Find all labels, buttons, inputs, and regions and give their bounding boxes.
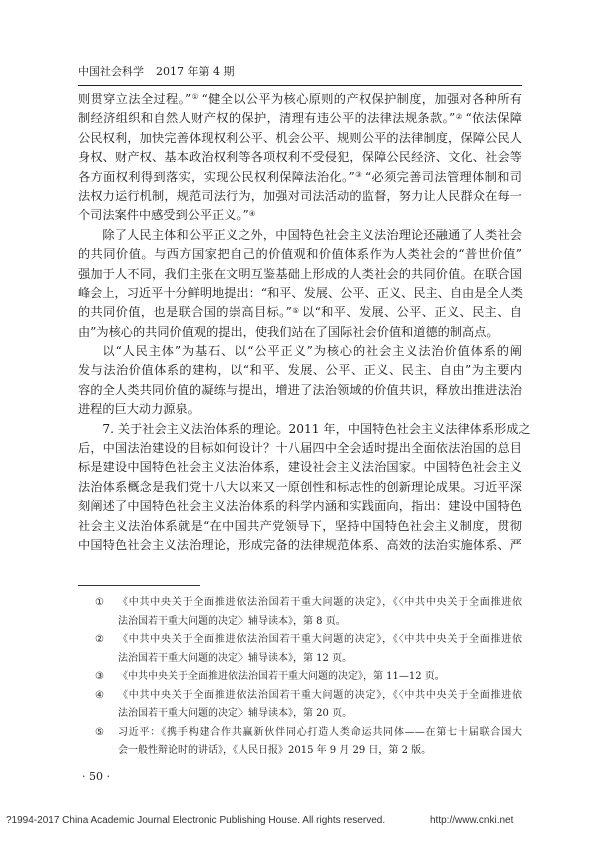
line-text: 各方面权利得到落实，实现公民权利保障法治化。” xyxy=(78,169,355,184)
footnote-mark: ③ xyxy=(95,671,104,682)
line-text: 以“和平、发展、公平、正义、民主、自 xyxy=(302,305,522,320)
body-line: 除了人民主体和公平正义之外，中国特色社会主义法治理论还融通了人类社会 xyxy=(102,227,522,242)
section-heading-line: 7. 关于社会主义法治体系的理论。2011 年，中国特色社会主义法律体系形成之 xyxy=(102,421,531,436)
header-rule xyxy=(78,85,522,86)
body-line: 法权力运行机制，规范司法行为，加强对司法活动的监督，努力让人民群众在每一 xyxy=(78,188,522,203)
line-text: 的共同价值，也是联合国的崇高目标。” xyxy=(78,305,292,320)
running-header xyxy=(78,65,234,79)
footnote xyxy=(78,631,522,668)
footnote-ref: ⑤ xyxy=(291,305,300,315)
footnote-line: 会一般性辩论时的讲话》，《人民日报》2015 年 9 月 29 日，第 2 版。 xyxy=(118,745,432,756)
line-text: “必须完善司法管理体制和司 xyxy=(364,169,522,184)
body-line xyxy=(78,303,522,322)
body-line: 强加于人不同，我们主张在文明互鉴基础上形成的人类社会的共同价值。在联合国 xyxy=(78,266,522,281)
footnote-line: 法治国若干重大问题的决定〉辅导读本》，第 12 页。 xyxy=(118,652,353,664)
footnote-line: 法治国若干重大问题的决定〉辅导读本》，第 20 页。 xyxy=(118,708,353,719)
footnote-line: 《中共中央关于全面推进依法治国若干重大问题的决定》，第 11—12 页。 xyxy=(118,671,445,682)
line-text: 则贯穿立法全过程。” xyxy=(78,92,192,106)
footnote-line: 法治国若干重大问题的决定〉辅导读本》，第 8 页。 xyxy=(118,615,346,627)
body-line xyxy=(78,109,522,128)
footnote-line: 《中共中央关于全面推进依法治国若干重大问题的决定》，《〈中共中央关于全面推进依 xyxy=(118,634,522,645)
paragraph xyxy=(78,226,522,342)
body-line: 中国特色社会主义法治理论，形成完备的法律规范体系、高效的法治实施体系、严 xyxy=(78,537,522,552)
body-line: 的共同价值。与西方国家把自己的价值观和价值体系作为人类社会的“普世价值” xyxy=(78,247,522,262)
body-line: 进程的巨大动力源泉。 xyxy=(78,402,200,417)
body-line: 社会主义法治体系就是“在中国共产党领导下，坚持中国特色社会主义制度，贯彻 xyxy=(78,518,522,533)
paragraph xyxy=(78,90,522,226)
footnote-ref: ① xyxy=(191,92,199,102)
footnote-line: 《中共中央关于全面推进依法治国若干重大问题的决定》，《〈中共中央关于全面推进依 xyxy=(118,689,522,701)
footnote-line: 习近平：《携手构建合作共赢新伙伴同心打造人类命运共同体——在第七十届联合国大 xyxy=(118,726,522,738)
issue-label: 2017 年第 4 期 xyxy=(156,65,235,78)
body-line: 发与法治价值体系的建构，以“和平、发展、公平、正义、民主、自由”为主要内 xyxy=(78,363,522,378)
footnote xyxy=(78,687,522,724)
body-line: 峰会上，习近平十分鲜明地提出：“和平、发展、公平、正义、民主、自由是全人类 xyxy=(78,285,523,300)
line-text: 个司法案件中感受到公平正义。” xyxy=(78,208,249,223)
line-text: “依法保障 xyxy=(465,111,522,126)
paragraph xyxy=(78,420,531,556)
body-line: 后，中国法治建设的目标如何设计？十八届四中全会适时提出全面依法治国的总目 xyxy=(78,441,522,456)
copyright-notice xyxy=(6,815,514,827)
body-line: 标是建设中国特色社会主义法治体系，建设社会主义法治国家。中国特色社会主义 xyxy=(78,460,522,475)
footnote-mark: ④ xyxy=(95,689,104,701)
body-text xyxy=(78,90,531,555)
paragraph xyxy=(78,342,522,420)
body-line: 公民权利，加快完善体现权利公平、机会公平、规则公平的法律制度，保障公民人 xyxy=(78,130,522,145)
footnote-line: 《中共中央关于全面推进依法治国若干重大问题的决定》，《〈中共中央关于全面推进依 xyxy=(118,597,522,608)
body-line: 身权、财产权、基本政治权利等各项权利不受侵犯，保障公民经济、文化、社会等 xyxy=(78,150,522,165)
footnote xyxy=(78,668,522,687)
footnote-ref: ③ xyxy=(354,169,363,179)
copyright-text: ?1994-2017 China Academic Journal Electronic Publishing House. All rights reserved. xyxy=(6,815,386,826)
body-line: 由”为核心的共同价值观的提出，使我们站在了国际社会价值和道德的制高点。 xyxy=(78,324,499,339)
line-text: “健全以公平为核心原则的产权保护制度，加强对各种所有 xyxy=(201,92,522,106)
footnote-ref: ④ xyxy=(248,208,256,218)
body-line: 以“人民主体”为基石、以“公平正义”为核心的社会主义法治价值体系的阐 xyxy=(102,344,522,359)
footnote xyxy=(78,594,522,631)
body-line: 容的全人类共同价值的凝练与提出，增进了法治领域的价值共识，释放出推进法治 xyxy=(78,382,522,397)
footnote-ref: ② xyxy=(455,111,463,121)
journal-title: 中国社会科学 xyxy=(78,65,144,78)
footnotes xyxy=(78,594,522,761)
line-text: 制经济组织和自然人财产权的保护，清理有违公平的法律法规条款。” xyxy=(78,111,456,126)
body-line xyxy=(78,90,522,109)
footnote xyxy=(78,724,522,761)
body-line xyxy=(78,206,522,225)
body-line: 法治体系概念是我们党十八大以来又一原创性和标志性的创新理论成果。习近平深 xyxy=(78,479,522,494)
body-line xyxy=(78,168,522,187)
copyright-url: http://www.cnki.net xyxy=(430,815,514,826)
footnote-mark: ① xyxy=(95,597,104,608)
body-line: 刻阐述了中国特色社会主义法治体系的科学内涵和实践面向，指出：建设中国特色 xyxy=(78,499,522,514)
footnote-rule xyxy=(78,585,200,586)
page-number: · 50 · xyxy=(82,770,110,783)
footnote-mark: ② xyxy=(95,634,104,645)
footnote-mark: ⑤ xyxy=(95,726,104,738)
